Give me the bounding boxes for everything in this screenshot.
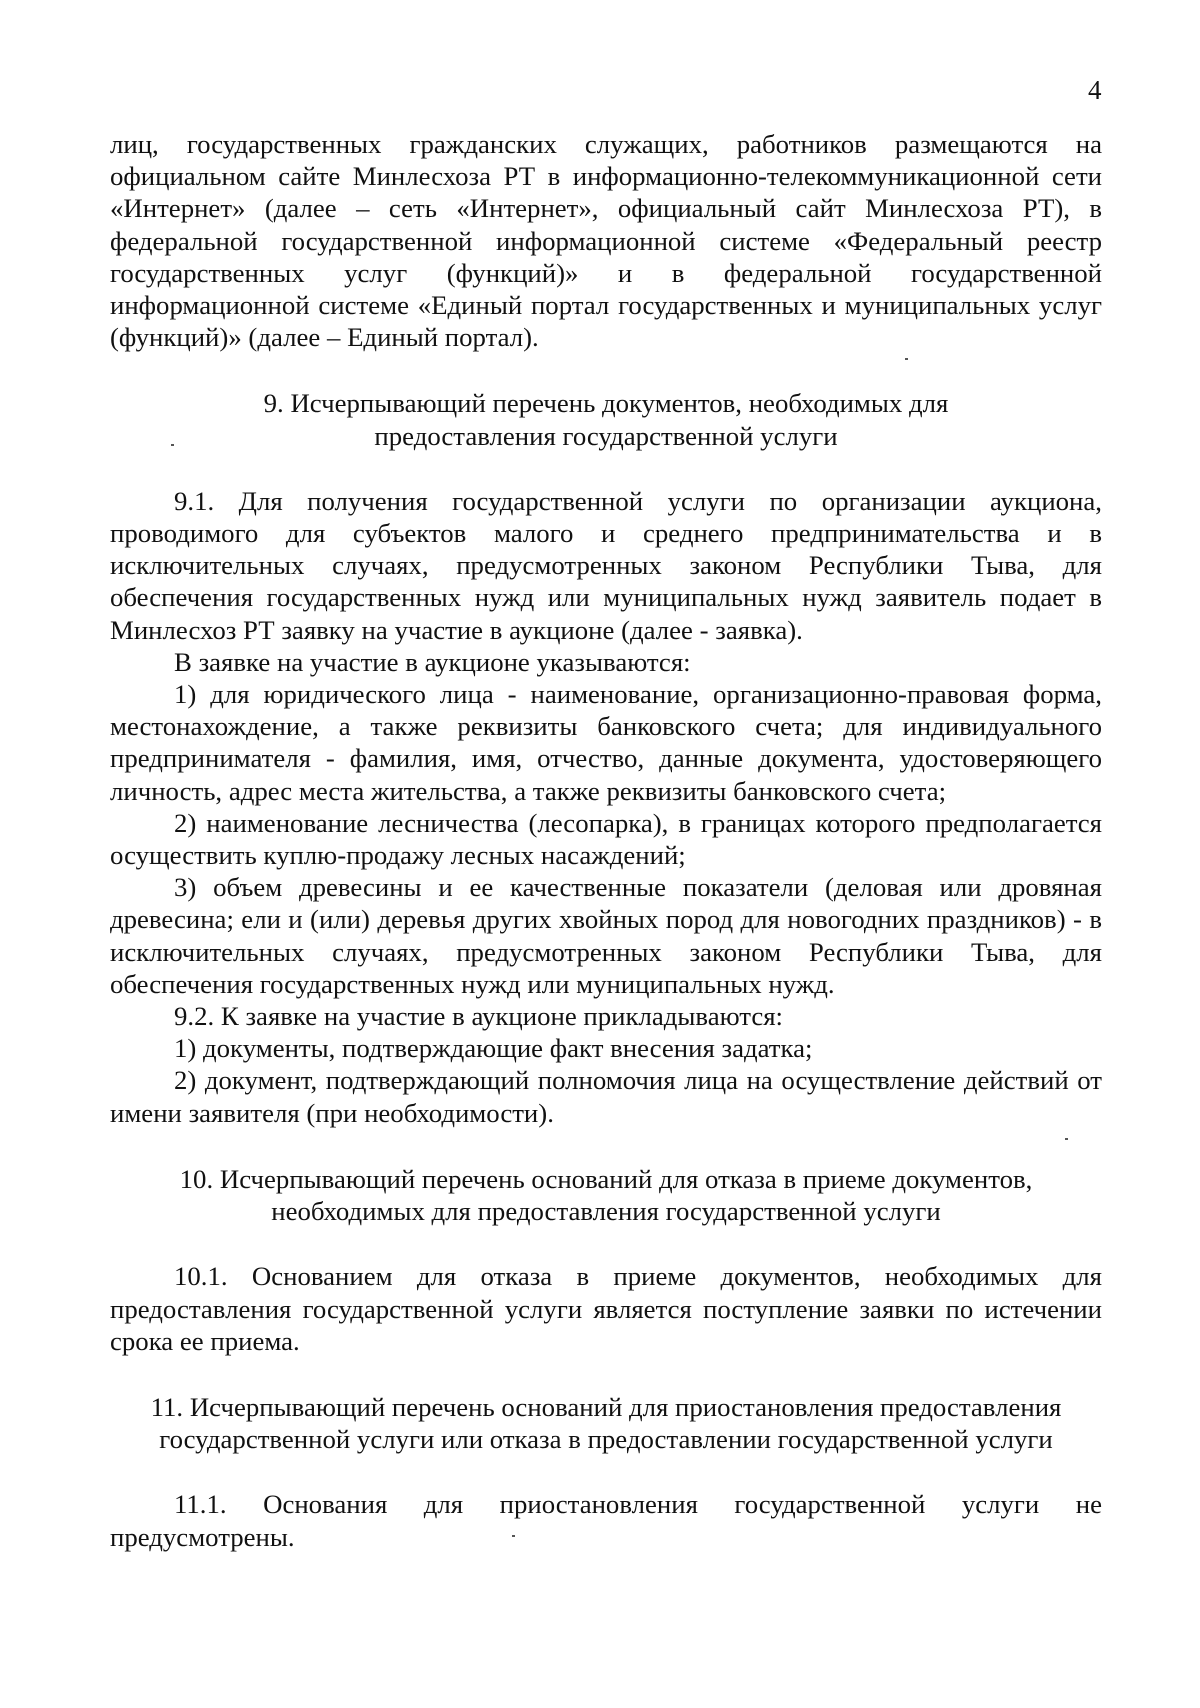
paragraph-9-1-item-2: 2) наименование лесничества (лесопарка), в границах которого предполагается осуществить куплю-продажу лесных насаждений; <box>110 807 1102 871</box>
section-10-heading <box>110 1163 1102 1227</box>
paragraph-11-1: 11.1. Основания для приостановления государственной услуги не предусмотрены. <box>110 1489 1102 1552</box>
scan-speck <box>171 444 174 446</box>
intro-paragraph: лиц, государственных гражданских служащих, работников размещаются на официальном сайте Минлесхоза РТ в информационно-телекоммуникационной сети «Интернет» (далее – сеть «Интернет», официальный сайт Минлесхоза РТ), в федеральной государственной информационной системе «Федеральный реестр государственных услуг (функций)» и в федеральной государственной информационной системе «Единый портал государственных и муниципальных услуг (функций)» (далее – Единый портал). <box>110 129 1102 353</box>
paragraph-10-1: 10.1. Основанием для отказа в приеме документов, необходимых для предоставления государственной услуги является поступление заявки по истечении срока ее приема. <box>110 1261 1102 1356</box>
section-11-heading-line-1: 11. Исчерпывающий перечень оснований для приостановления предоставления <box>150 1391 1062 1422</box>
section-11-body <box>110 1488 1102 1552</box>
section-9-body <box>110 485 1102 1129</box>
paragraph-9-2-item-2: 2) документ, подтверждающий полномочия лица на осуществление действий от имени заявителя (при необходимости). <box>110 1065 1102 1128</box>
section-10-heading-line-1: 10. Исчерпывающий перечень оснований для отказа в приеме документов, <box>179 1163 1033 1194</box>
section-10-body <box>110 1260 1102 1357</box>
section-9-heading: 9. Исчерпывающий перечень документов, необходимых для предоставления государственной услуги <box>263 388 949 451</box>
paragraph-9-2-item-1: 1) документы, подтверждающие факт внесения задатка; <box>174 1033 813 1064</box>
page-number: 4 <box>1088 75 1102 105</box>
scan-speck <box>905 358 908 360</box>
section-11-heading <box>110 1391 1102 1455</box>
section-10-heading-line-2: необходимых для предоставления государственной услуги <box>271 1196 941 1227</box>
paragraph-9-1-item-3: 3) объем древесины и ее качественные показатели (деловая или дровяная древесина; ели и (или) деревья других хвойных пород для новогодних праздников) - в исключительных случаях, предусмотренных законом Республики Тыва, для обеспечения государственных нужд или муниципальных нужд. <box>110 872 1102 999</box>
paragraph-9-1-intro: В заявке на участие в аукционе указываются: <box>174 646 691 677</box>
page-content <box>110 128 1102 1553</box>
scan-speck <box>1065 1138 1068 1140</box>
scan-speck <box>512 1535 515 1537</box>
section-11-heading-line-2: государственной услуги или отказа в предоставлении государственной услуги <box>159 1424 1053 1455</box>
paragraph-9-1: 9.1. Для получения государственной услуги по организации аукциона, проводимого для субъектов малого и среднего предпринимательства и в исключительных случаях, предусмотренных законом Республики Тыва, для обеспечения государственных нужд или муниципальных нужд заявитель подает в Минлесхоз РТ заявку на участие в аукционе (далее - заявка). <box>110 485 1102 645</box>
paragraph-9-2: 9.2. К заявке на участие в аукционе прикладываются: <box>174 1001 783 1032</box>
paragraph-9-1-item-1: 1) для юридического лица - наименование, организационно-правовая форма, местонахождение, а также реквизиты банковского счета; для индивидуального предпринимателя - фамилия, имя, отчество, данные документа, удостоверяющего личность, адрес места жительства, а также реквизиты банковского счета; <box>110 679 1102 806</box>
